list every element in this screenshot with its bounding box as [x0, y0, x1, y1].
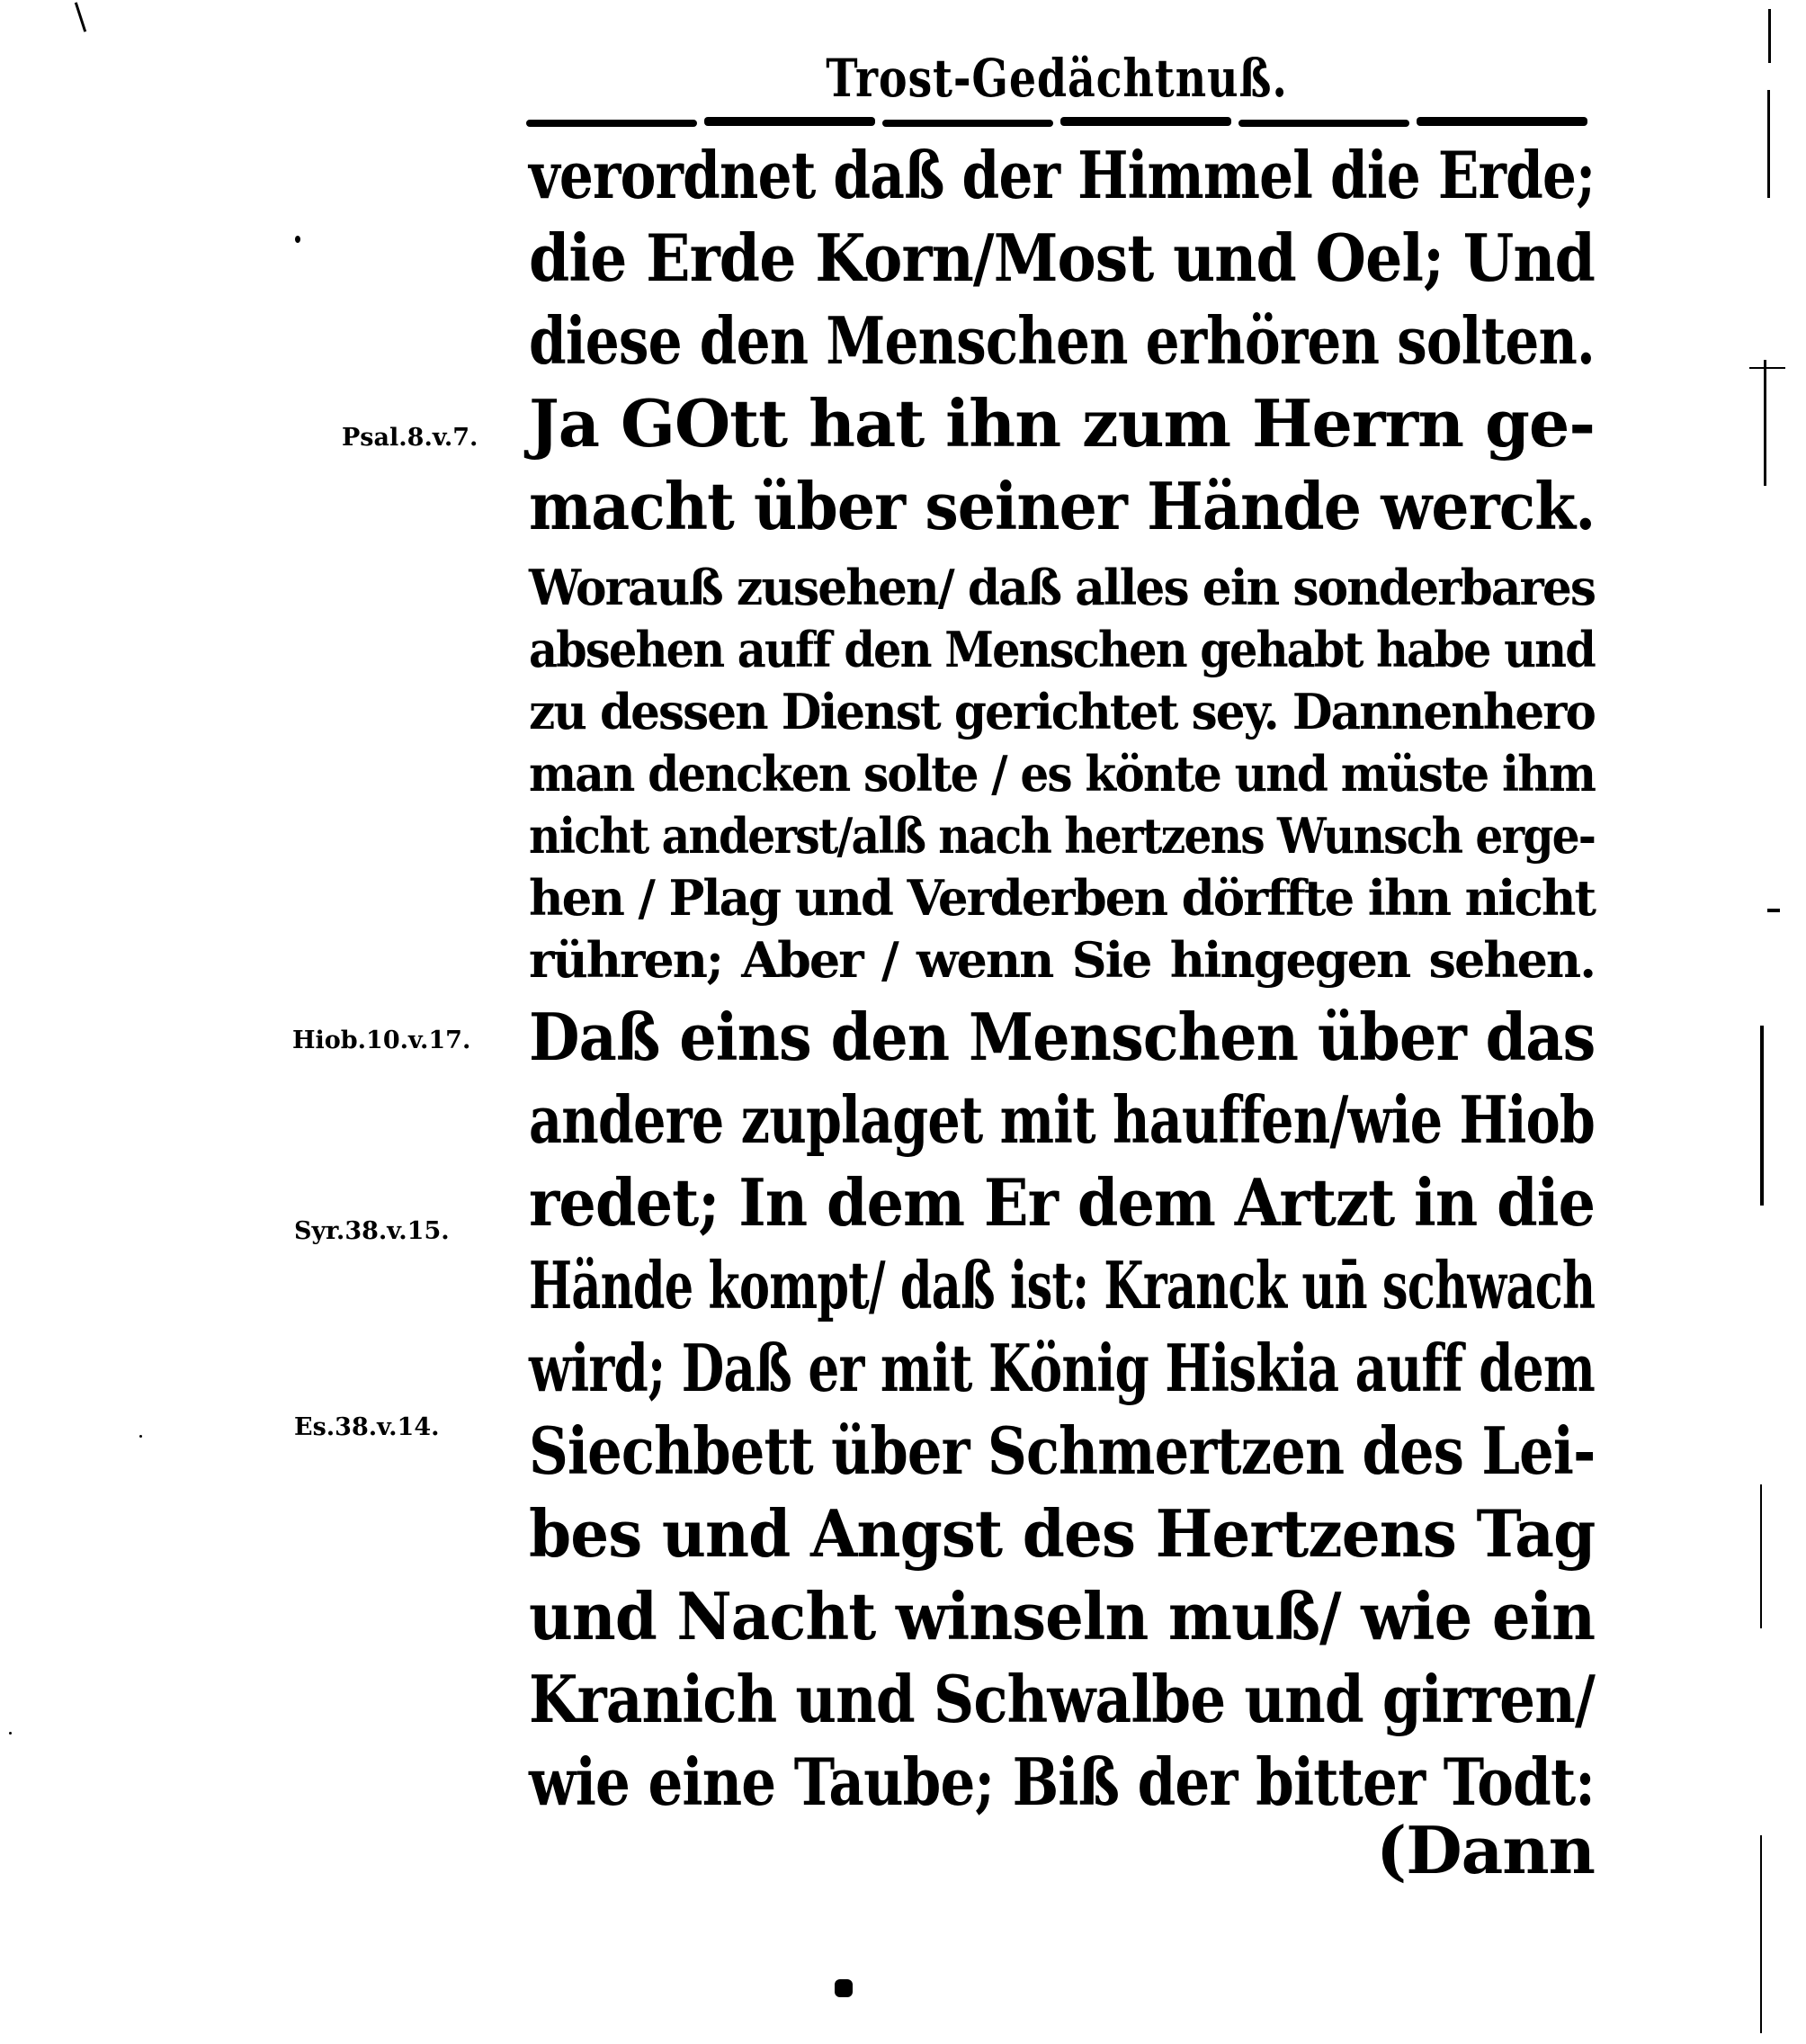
text-line: hen / Plag und Verderben dörffte ihn nicht [529, 869, 1595, 927]
scan-mark-right [1767, 909, 1780, 912]
text-line: andere zuplaget mit hauffen/wie Hiob [529, 1081, 1595, 1158]
binding-edge-line [1764, 360, 1766, 486]
text-line: diese den Menschen erhören solten. [529, 302, 1595, 379]
text-line: wird; Daß er mit König Hiskia auff dem [529, 1330, 1596, 1406]
bottom-ornament [835, 1979, 853, 1997]
text-line: verordnet daß der Himmel die Erde; [529, 137, 1596, 213]
binding-edge-line [1768, 9, 1771, 63]
catchword: (Dann [1376, 1812, 1595, 1888]
text-line: macht über seiner Hände werck. [529, 468, 1596, 544]
margin-note-syr: Syr.38.v.15. [294, 1217, 450, 1245]
text-line: redet; In dem Er dem Artzt in die [529, 1164, 1596, 1241]
text-line: rühren; Aber / wenn Sie hingegen sehen. [529, 931, 1595, 989]
text-line: Daß eins den Menschen über das [529, 999, 1596, 1075]
margin-note-es: Es.38.v.14. [294, 1413, 440, 1441]
header-rule [526, 115, 1587, 128]
text-line: Kranich und Schwalbe und girren/ [529, 1661, 1595, 1737]
text-line: Ja GOtt hat ihn zum Herrn ge- [529, 385, 1595, 462]
text-line: Worauß zusehen/ daß alles ein sonderbares [529, 559, 1596, 616]
margin-note-psalm: Psal.8.v.7. [342, 424, 478, 452]
binding-edge-line [1767, 90, 1770, 198]
text-line: Siechbett über Schmertzen des Lei- [529, 1412, 1596, 1489]
binding-edge-line [1760, 1484, 1762, 1628]
text-line: und Nacht winseln muß/ wie ein [529, 1578, 1596, 1654]
margin-note-hiob: Hiob.10.v.17. [292, 1026, 471, 1054]
text-line: nicht anderst/alß nach hertzens Wunsch erge- [529, 807, 1596, 865]
scan-speck [139, 1435, 142, 1438]
scan-mark-top-left [75, 2, 86, 31]
text-line: bes und Angst des Hertzens Tag [529, 1495, 1596, 1572]
binding-edge-line [1760, 1835, 1762, 2033]
running-head: Trost-Gedächtnuß. [826, 48, 1288, 109]
text-line: absehen auff den Menschen gehabt habe und [529, 621, 1595, 678]
text-line: wie eine Taube; Biß der bitter Todt: [529, 1744, 1595, 1820]
scan-speck [9, 1732, 12, 1735]
text-line: Hände kompt/ daß ist: Kranck un̄ schwach [529, 1247, 1596, 1323]
scan-speck [295, 236, 300, 243]
scan-mark-right [1749, 367, 1785, 369]
text-line: zu dessen Dienst gerichtet sey. Dannenhero [529, 683, 1596, 740]
text-line: die Erde Korn/Most und Oel; Und [529, 220, 1595, 296]
binding-edge-line [1760, 1026, 1764, 1206]
text-line: man dencken solte / es könte und müste ihm [529, 745, 1596, 802]
